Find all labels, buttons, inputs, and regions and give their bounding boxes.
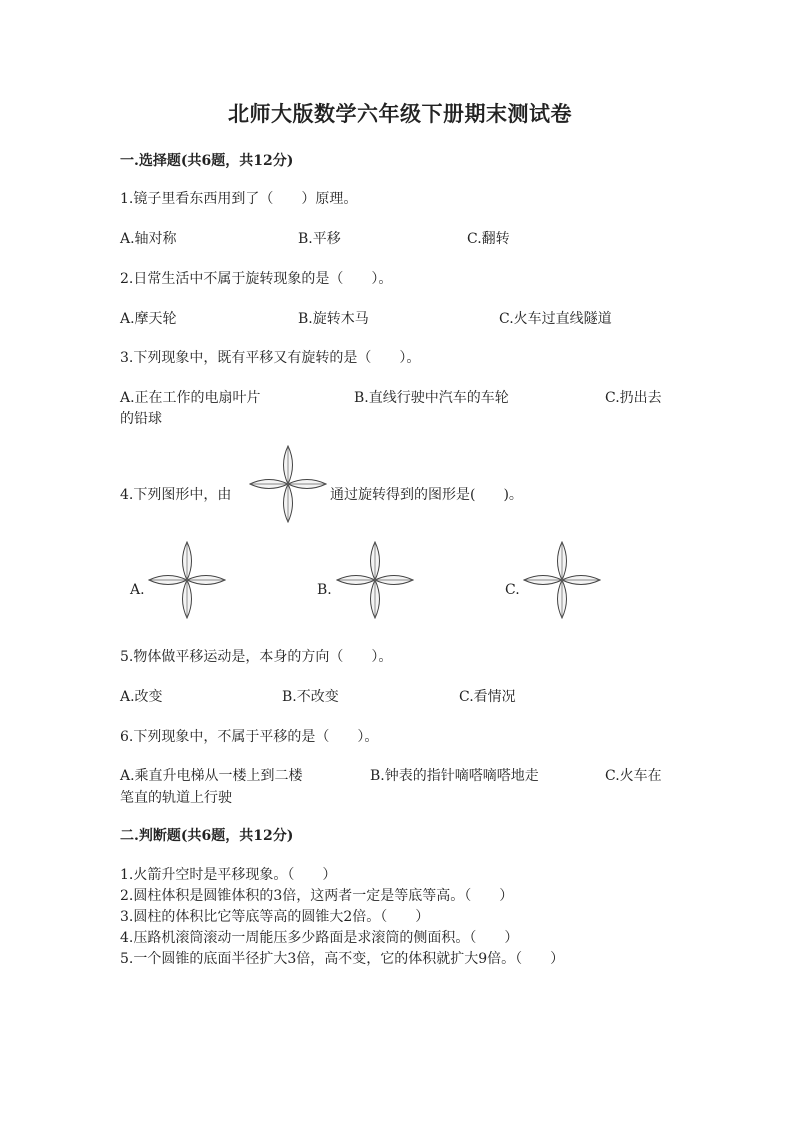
q3-option-b[interactable]: B.直线行驶中汽车的车轮: [354, 390, 509, 406]
q5-option-b[interactable]: B.不改变: [282, 689, 339, 705]
q6-option-c-continued: 笔直的轨道上行驶: [120, 790, 232, 806]
q4-option-c-label[interactable]: C.: [505, 582, 520, 598]
q4-option-a-label[interactable]: A.: [130, 582, 145, 598]
q6-text: 6.下列现象中，不属于平移的是（ ）。: [120, 729, 379, 745]
section2-heading: 二.判断题(共6题，共12分): [120, 828, 294, 844]
q6-option-c[interactable]: C.火车在: [605, 768, 662, 784]
q5-option-c[interactable]: C.看情况: [459, 689, 516, 705]
page-title: 北师大版数学六年级下册期末测试卷: [228, 101, 572, 126]
q6-option-a[interactable]: A.乘直升电梯从一楼上到二楼: [120, 768, 303, 784]
q3-option-c-continued: 的铅球: [120, 411, 162, 427]
q4-text-before: 4.下列图形中，由: [120, 487, 232, 503]
q1-option-b[interactable]: B.平移: [298, 231, 341, 247]
q4-text-after: 通过旋转得到的图形是( )。: [330, 487, 523, 503]
q6-option-b[interactable]: B.钟表的指针嘀嗒嘀嗒地走: [370, 768, 539, 784]
q3-text: 3.下列现象中，既有平移又有旋转的是（ ）。: [120, 350, 421, 366]
q2-option-c[interactable]: C.火车过直线隧道: [499, 311, 612, 327]
q2-option-a[interactable]: A.摩天轮: [120, 311, 177, 327]
q1-option-c[interactable]: C.翻转: [467, 231, 510, 247]
q5-text: 5.物体做平移运动是，本身的方向（ ）。: [120, 649, 393, 665]
section1-heading: 一.选择题(共6题，共12分): [120, 153, 294, 169]
q3-option-a[interactable]: A.正在工作的电扇叶片: [120, 390, 261, 406]
q4-option-b-flower-figure[interactable]: [337, 542, 413, 618]
q1-text: 1.镜子里看东西用到了（ ）原理。: [120, 191, 358, 207]
q2-option-b[interactable]: B.旋转木马: [298, 311, 369, 327]
q2-text: 2.日常生活中不属于旋转现象的是（ ）。: [120, 271, 393, 287]
q1-option-a[interactable]: A.轴对称: [120, 231, 177, 247]
q4-option-b-label[interactable]: B.: [317, 582, 332, 598]
q5-option-a[interactable]: A.改变: [120, 689, 163, 705]
q4-option-a-flower-figure[interactable]: [149, 542, 225, 618]
judge-item-5: 5.一个圆锥的底面半径扩大3倍，高不变，它的体积就扩大9倍。（ ）: [120, 951, 565, 967]
q4-option-c-flower-figure[interactable]: [524, 542, 600, 618]
judge-item-2: 2.圆柱体积是圆锥体积的3倍，这两者一定是等底等高。（ ）: [120, 888, 514, 904]
judge-item-1: 1.火箭升空时是平移现象。（ ）: [120, 867, 337, 883]
judge-item-4: 4.压路机滚筒滚动一周能压多少路面是求滚筒的侧面积。（ ）: [120, 930, 519, 946]
judge-item-3: 3.圆柱的体积比它等底等高的圆锥大2倍。（ ）: [120, 909, 430, 925]
q4-reference-flower-figure: [250, 446, 326, 522]
q3-option-c[interactable]: C.扔出去: [605, 390, 662, 406]
